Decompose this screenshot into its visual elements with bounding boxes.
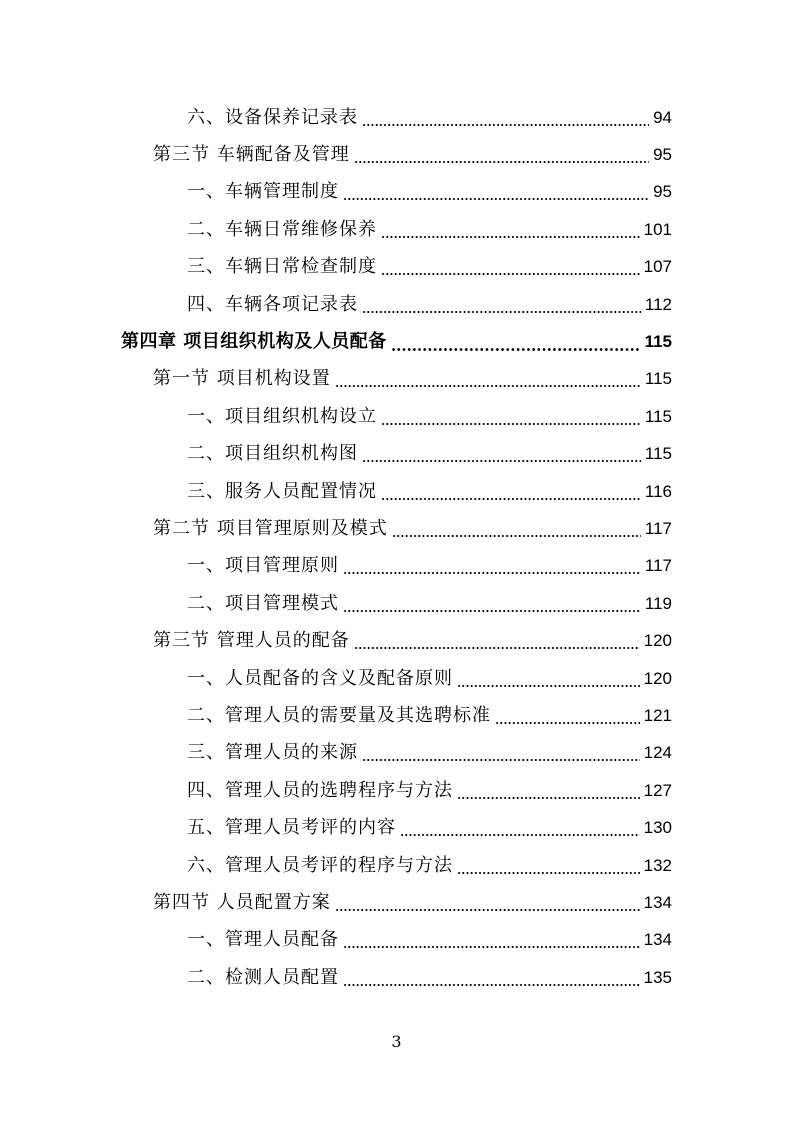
- toc-entry-section[interactable]: [0, 361, 793, 398]
- dot-leader: [343, 556, 641, 576]
- toc-entry-title: 六、管理人员考评的程序与方法: [187, 854, 453, 876]
- dot-leader: [362, 743, 640, 763]
- dot-leader: [392, 519, 641, 539]
- table-of-contents: [0, 99, 793, 996]
- dot-leader: [354, 631, 640, 651]
- dot-leader: [457, 856, 640, 876]
- toc-entry-page-number: 117: [644, 518, 672, 538]
- toc-entry-page-number: 101: [643, 219, 672, 239]
- toc-entry-item[interactable]: [0, 922, 793, 959]
- toc-entry-title: 二、检测人员配置: [187, 966, 339, 988]
- toc-entry-page-number: 112: [644, 294, 672, 314]
- dot-leader: [495, 706, 640, 726]
- toc-entry-page-number: 115: [644, 332, 672, 352]
- toc-entry-title: 二、车辆日常维修保养: [187, 218, 377, 240]
- toc-entry-item[interactable]: [0, 735, 793, 772]
- dot-leader: [335, 893, 640, 913]
- toc-entry-title: 三、管理人员的来源: [187, 742, 358, 764]
- dot-leader: [335, 369, 641, 389]
- toc-entry-item[interactable]: [0, 847, 793, 884]
- toc-entry-title: 二、项目管理模式: [187, 592, 339, 614]
- toc-entry-title: 四、车辆各项记录表: [187, 293, 358, 315]
- toc-entry-item[interactable]: [0, 398, 793, 435]
- toc-entry-title: 一、项目组织机构设立: [187, 405, 377, 427]
- toc-entry-title: 第三节 管理人员的配备: [153, 630, 350, 652]
- toc-entry-title: 三、服务人员配置情况: [187, 480, 377, 502]
- toc-entry-item[interactable]: [0, 211, 793, 248]
- toc-entry-item[interactable]: [0, 772, 793, 809]
- toc-entry-item[interactable]: [0, 809, 793, 846]
- toc-entry-item[interactable]: [0, 286, 793, 323]
- toc-entry-page-number: 94: [653, 107, 672, 127]
- toc-entry-page-number: 120: [643, 668, 672, 688]
- toc-entry-title: 二、管理人员的需要量及其选聘标准: [187, 704, 491, 726]
- dot-leader: [362, 444, 641, 464]
- toc-entry-item[interactable]: [0, 174, 793, 211]
- toc-entry-item[interactable]: [0, 436, 793, 473]
- toc-entry-page-number: 95: [653, 182, 672, 202]
- toc-entry-title: 一、人员配备的含义及配备原则: [187, 667, 453, 689]
- toc-entry-title: 一、管理人员配备: [187, 929, 339, 951]
- dot-leader: [362, 295, 641, 315]
- toc-entry-item[interactable]: [0, 99, 793, 136]
- toc-entry-title: 四、管理人员的选聘程序与方法: [187, 779, 453, 801]
- toc-entry-page-number: 127: [643, 780, 672, 800]
- dot-leader: [457, 781, 640, 801]
- toc-entry-title: 第四节 人员配置方案: [153, 891, 331, 913]
- dot-leader: [354, 145, 649, 165]
- toc-entry-page-number: 115: [644, 369, 672, 389]
- toc-entry-page-number: 134: [643, 892, 672, 912]
- dot-leader: [362, 108, 649, 128]
- dot-leader: [391, 332, 641, 352]
- toc-entry-title: 五、管理人员考评的内容: [187, 817, 396, 839]
- toc-entry-title: 第三节 车辆配备及管理: [153, 144, 350, 166]
- page-number: 3: [391, 1032, 402, 1051]
- toc-entry-chapter[interactable]: [0, 323, 793, 360]
- dot-leader: [381, 482, 641, 502]
- toc-entry-item[interactable]: [0, 585, 793, 622]
- toc-entry-page-number: 107: [643, 257, 672, 277]
- toc-entry-page-number: 120: [643, 631, 672, 651]
- toc-entry-page-number: 134: [643, 930, 672, 950]
- dot-leader: [381, 257, 640, 277]
- dot-leader: [343, 968, 640, 988]
- toc-entry-title: 第一节 项目机构设置: [153, 368, 331, 390]
- toc-entry-title: 三、车辆日常检查制度: [187, 256, 377, 278]
- toc-entry-item[interactable]: [0, 473, 793, 510]
- toc-entry-page-number: 121: [643, 705, 672, 725]
- toc-entry-title: 一、项目管理原则: [187, 555, 339, 577]
- toc-entry-page-number: 115: [644, 444, 672, 464]
- toc-entry-title: 二、项目组织机构图: [187, 443, 358, 465]
- toc-entry-title: 一、车辆管理制度: [187, 181, 339, 203]
- toc-entry-page-number: 132: [643, 855, 672, 875]
- toc-entry-page-number: 116: [644, 481, 672, 501]
- toc-entry-page-number: 115: [644, 406, 672, 426]
- toc-entry-item[interactable]: [0, 548, 793, 585]
- toc-entry-title: 第四章 项目组织机构及人员配备: [121, 331, 387, 353]
- dot-leader: [343, 182, 649, 202]
- toc-entry-section[interactable]: [0, 622, 793, 659]
- dot-leader: [381, 407, 641, 427]
- toc-entry-section[interactable]: [0, 884, 793, 921]
- toc-entry-page-number: 95: [653, 145, 672, 165]
- dot-leader: [343, 594, 641, 614]
- toc-entry-section[interactable]: [0, 136, 793, 173]
- dot-leader: [343, 930, 640, 950]
- toc-entry-page-number: 135: [643, 967, 672, 987]
- toc-entry-title: 六、设备保养记录表: [187, 106, 358, 128]
- dot-leader: [381, 220, 640, 240]
- toc-entry-item[interactable]: [0, 249, 793, 286]
- dot-leader: [457, 669, 640, 689]
- toc-entry-section[interactable]: [0, 510, 793, 547]
- toc-entry-item[interactable]: [0, 959, 793, 996]
- toc-entry-title: 第二节 项目管理原则及模式: [153, 517, 388, 539]
- toc-entry-page-number: 119: [644, 593, 672, 613]
- toc-entry-page-number: 117: [644, 556, 672, 576]
- toc-entry-item[interactable]: [0, 697, 793, 734]
- dot-leader: [400, 818, 640, 838]
- toc-entry-page-number: 130: [643, 818, 672, 838]
- toc-entry-item[interactable]: [0, 660, 793, 697]
- toc-entry-page-number: 124: [643, 743, 672, 763]
